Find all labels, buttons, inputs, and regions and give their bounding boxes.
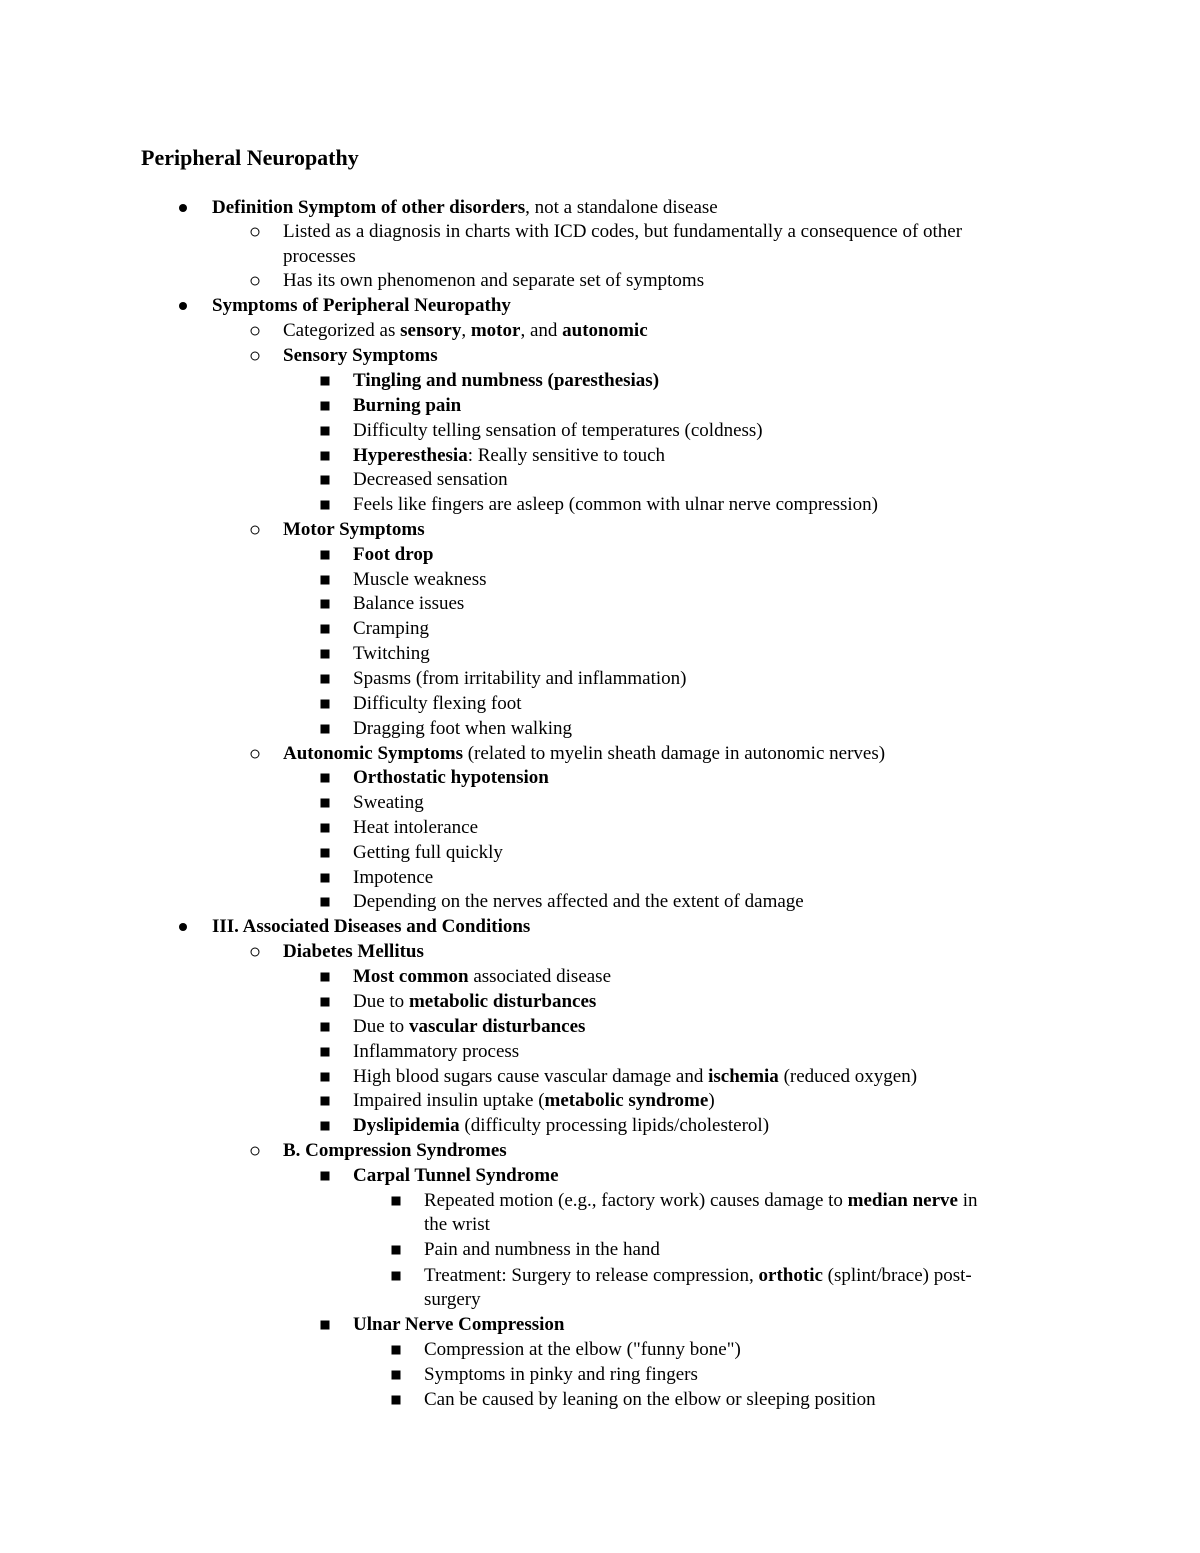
item-text: Difficulty telling sensation of temperatures (coldness) [353, 420, 763, 441]
square-bullet-icon [321, 1073, 330, 1082]
list-item [353, 866, 433, 890]
list-item [283, 518, 425, 542]
list-item [424, 1388, 876, 1412]
list-item [283, 940, 424, 964]
item-text: Symptoms in pinky and ring fingers [424, 1364, 698, 1385]
item-text: (splint/brace) post- [822, 1265, 972, 1286]
square-bullet-icon [321, 774, 330, 783]
circle-bullet-icon [251, 526, 260, 535]
item-bold: motor [470, 320, 521, 341]
item-bold: metabolic disturbances [408, 991, 597, 1012]
bullet-icon [179, 204, 187, 212]
item-label: Ulnar Nerve Compression [353, 1314, 565, 1335]
bullet-icon [179, 302, 187, 310]
item-text: Spasms (from irritability and inflammation) [353, 668, 687, 689]
square-bullet-icon [321, 1023, 330, 1032]
list-item [353, 1015, 585, 1039]
circle-bullet-icon [251, 352, 260, 361]
item-text: Has its own phenomenon and separate set of symptoms [283, 270, 705, 291]
item-bold: ischemia [708, 1066, 779, 1087]
item-label: Autonomic Symptoms [283, 743, 463, 764]
list-item [353, 468, 508, 492]
item-bold: Foot drop [353, 544, 434, 565]
square-bullet-icon [392, 1346, 401, 1355]
list-item [353, 990, 596, 1014]
list-item [353, 617, 429, 641]
item-text: Due to [353, 991, 409, 1012]
item-bold: orthotic [758, 1265, 823, 1286]
square-bullet-icon [321, 874, 330, 883]
list-item [353, 1114, 769, 1138]
item-text: Treatment: Surgery to release compression, [424, 1265, 759, 1286]
square-bullet-icon [321, 1172, 330, 1181]
item-text: the wrist [424, 1214, 490, 1235]
circle-bullet-icon [251, 327, 260, 336]
item-text: in [957, 1190, 978, 1211]
item-text: ) [708, 1090, 715, 1111]
list-item [424, 1189, 977, 1213]
list-item [353, 642, 430, 666]
list-item [353, 394, 461, 418]
square-bullet-icon [321, 675, 330, 684]
list-item [353, 1313, 564, 1337]
item-text: Difficulty flexing foot [353, 693, 522, 714]
item-text: (difficulty processing lipids/cholesterol) [459, 1115, 770, 1136]
square-bullet-icon [321, 402, 330, 411]
item-label: Motor Symptoms [283, 519, 425, 540]
item-bold: sensory [400, 320, 462, 341]
square-bullet-icon [321, 600, 330, 609]
list-item [424, 1363, 698, 1387]
list-item [212, 915, 530, 939]
square-bullet-icon [321, 1321, 330, 1330]
square-bullet-icon [321, 824, 330, 833]
list-item [353, 766, 549, 790]
list-item [353, 493, 878, 517]
list-item-continuation [283, 245, 356, 269]
item-text: (related to myelin sheath damage in autonomic nerves) [462, 743, 886, 764]
item-text: , and [520, 320, 563, 341]
item-bold: vascular disturbances [408, 1016, 586, 1037]
item-text: Listed as a diagnosis in charts with ICD codes, but fundamentally a consequence of other [283, 221, 963, 242]
item-text: Impaired insulin uptake ( [353, 1090, 545, 1111]
square-bullet-icon [321, 998, 330, 1007]
item-text: Dragging foot when walking [353, 718, 572, 739]
square-bullet-icon [321, 1122, 330, 1131]
square-bullet-icon [321, 849, 330, 858]
list-item [424, 1338, 741, 1362]
item-text: Inflammatory process [353, 1041, 520, 1062]
item-bold: Most common [353, 966, 469, 987]
square-bullet-icon [321, 973, 330, 982]
square-bullet-icon [321, 725, 330, 734]
square-bullet-icon [321, 377, 330, 386]
square-bullet-icon [321, 427, 330, 436]
item-text: Twitching [353, 643, 430, 664]
circle-bullet-icon [251, 948, 260, 957]
item-text: Decreased sensation [353, 469, 508, 490]
square-bullet-icon [321, 501, 330, 510]
list-item [353, 1040, 519, 1064]
square-bullet-icon [321, 452, 330, 461]
item-label: Carpal Tunnel Syndrome [353, 1165, 559, 1186]
list-item [353, 369, 659, 393]
list-item [353, 965, 611, 989]
item-label: Diabetes Mellitus [283, 941, 424, 962]
item-text: Compression at the elbow ("funny bone") [424, 1339, 741, 1360]
square-bullet-icon [321, 898, 330, 907]
page-title: Peripheral Neuropathy [141, 145, 359, 170]
item-text: Sweating [353, 792, 424, 813]
list-item [283, 269, 704, 293]
item-bold: Hyperesthesia [353, 445, 468, 466]
item-text: Pain and numbness in the hand [424, 1239, 660, 1260]
item-bold: autonomic [562, 320, 648, 341]
item-text: Cramping [353, 618, 429, 639]
circle-bullet-icon [251, 277, 260, 286]
square-bullet-icon [392, 1396, 401, 1405]
item-text: associated disease [468, 966, 612, 987]
list-item [353, 717, 572, 741]
item-text: High blood sugars cause vascular damage and [353, 1066, 709, 1087]
list-item [353, 1065, 917, 1089]
item-text: Due to [353, 1016, 409, 1037]
square-bullet-icon [321, 1048, 330, 1057]
square-bullet-icon [392, 1272, 401, 1281]
list-item [353, 543, 433, 567]
item-text: , [461, 320, 471, 341]
list-item [353, 1089, 715, 1113]
list-item [212, 196, 718, 220]
square-bullet-icon [321, 476, 330, 485]
square-bullet-icon [392, 1371, 401, 1380]
list-item [283, 742, 885, 766]
item-text: Depending on the nerves affected and the extent of damage [353, 891, 804, 912]
list-item [424, 1238, 660, 1262]
list-item [353, 592, 464, 616]
list-item [353, 890, 804, 914]
bullet-icon [179, 923, 187, 931]
item-text: Heat intolerance [353, 817, 479, 838]
item-text: processes [283, 246, 356, 267]
list-item-continuation [424, 1288, 481, 1312]
item-text: : Really sensitive to touch [467, 445, 666, 466]
item-text: Muscle weakness [353, 569, 487, 590]
item-text: , not a standalone disease [525, 197, 718, 218]
item-text: surgery [424, 1289, 481, 1310]
item-bold: Tingling and numbness (paresthesias) [353, 370, 660, 391]
item-label: Sensory Symptoms [283, 345, 438, 366]
list-item [353, 692, 522, 716]
list-item [283, 220, 962, 244]
list-item [283, 319, 648, 343]
item-text: Getting full quickly [353, 842, 503, 863]
square-bullet-icon [321, 576, 330, 585]
square-bullet-icon [321, 551, 330, 560]
list-item [353, 667, 687, 691]
square-bullet-icon [321, 1097, 330, 1106]
item-bold: metabolic syndrome [544, 1090, 709, 1111]
list-item [353, 444, 665, 468]
item-text: Impotence [353, 867, 434, 888]
square-bullet-icon [321, 650, 330, 659]
list-item [353, 568, 487, 592]
item-label: III. Associated Diseases and Conditions [212, 916, 531, 937]
item-text: Feels like fingers are asleep (common with ulnar nerve compression) [353, 494, 878, 515]
square-bullet-icon [392, 1246, 401, 1255]
square-bullet-icon [321, 700, 330, 709]
item-text: Balance issues [353, 593, 465, 614]
list-item [424, 1264, 972, 1288]
circle-bullet-icon [251, 228, 260, 237]
item-bold: median nerve [847, 1190, 958, 1211]
item-bold: Burning pain [353, 395, 462, 416]
item-label: B. Compression Syndromes [283, 1140, 507, 1161]
item-label: Symptoms of Peripheral Neuropathy [212, 295, 511, 316]
item-bold: Dyslipidemia [353, 1115, 460, 1136]
item-text: Categorized as [283, 320, 401, 341]
list-item [353, 816, 478, 840]
list-item [353, 841, 503, 865]
list-item [353, 1164, 559, 1188]
square-bullet-icon [321, 799, 330, 808]
item-label: Definition Symptom of other disorders [212, 197, 526, 218]
square-bullet-icon [321, 625, 330, 634]
list-item [283, 1139, 507, 1163]
item-bold: Orthostatic hypotension [353, 767, 549, 788]
list-item [212, 294, 511, 318]
circle-bullet-icon [251, 1147, 260, 1156]
list-item [353, 419, 763, 443]
item-text: Repeated motion (e.g., factory work) causes damage to [424, 1190, 848, 1211]
item-text: (reduced oxygen) [778, 1066, 918, 1087]
circle-bullet-icon [251, 750, 260, 759]
square-bullet-icon [392, 1197, 401, 1206]
item-text: Can be caused by leaning on the elbow or sleeping position [424, 1389, 876, 1410]
list-item [283, 344, 438, 368]
list-item [353, 791, 424, 815]
list-item-continuation [424, 1213, 490, 1237]
